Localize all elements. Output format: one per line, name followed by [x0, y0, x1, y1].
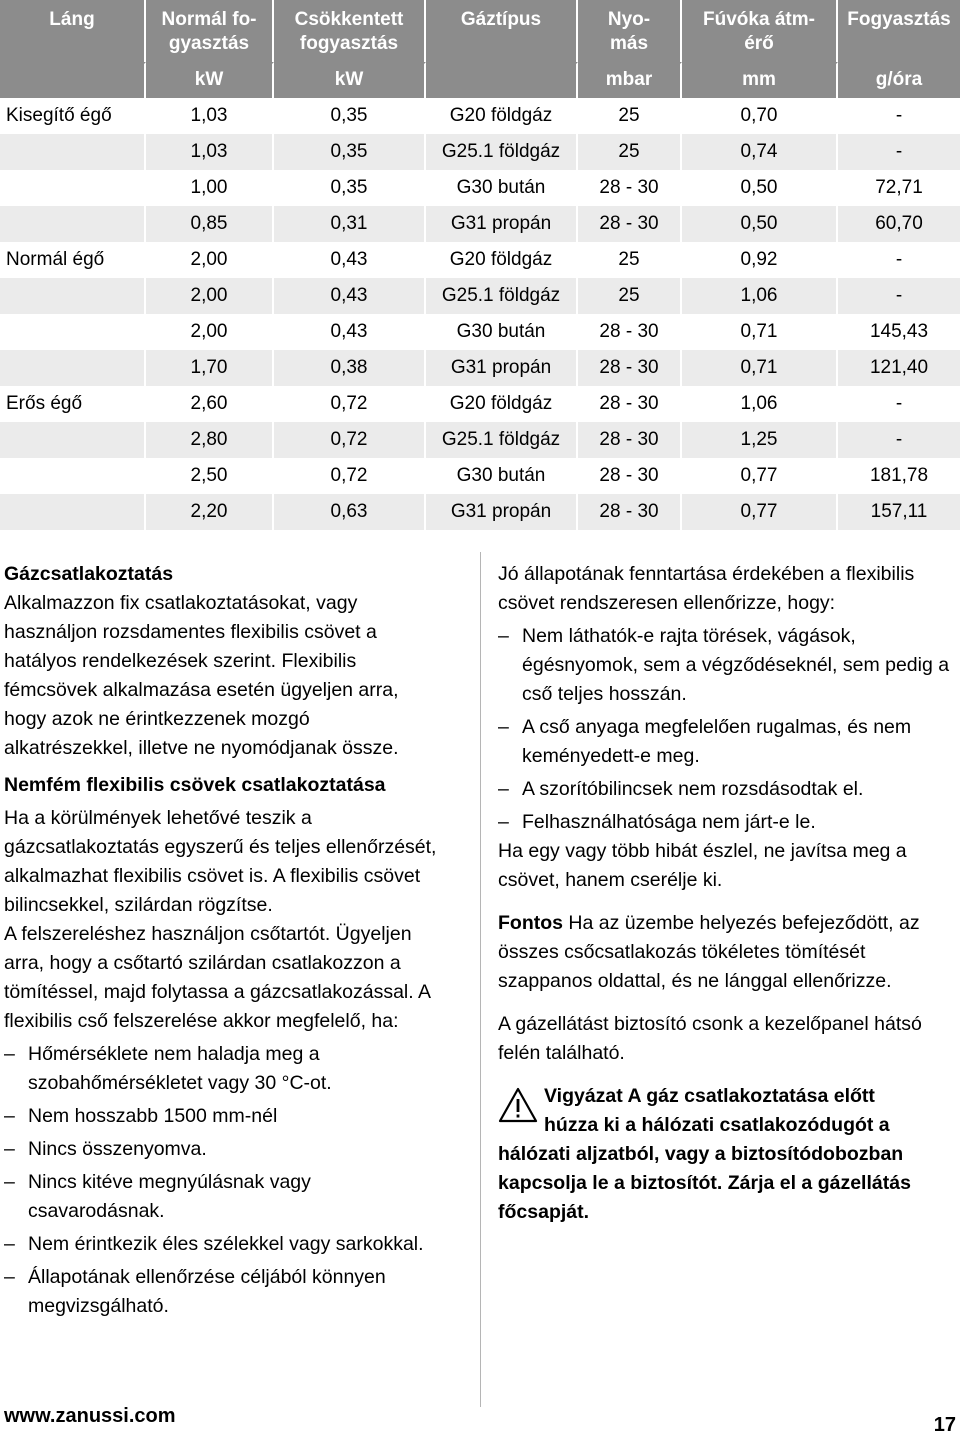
- table-cell: 121,40: [838, 350, 960, 386]
- table-cell: 60,70: [838, 206, 960, 242]
- table-cell: 1,03: [146, 134, 274, 170]
- table-row: [0, 350, 960, 386]
- paragraph: A gázellátást biztosító csonk a kezelőpanel hátsó felén található.: [498, 1013, 922, 1064]
- warning-line: húzza ki a hálózati csatlakozódugót a: [544, 1114, 890, 1136]
- unit-cell: mbar: [578, 62, 682, 98]
- table-cell: 1,25: [682, 422, 838, 458]
- table-cell: 2,20: [146, 494, 274, 530]
- table-cell: 0,43: [274, 314, 426, 350]
- table-cell: 0,35: [274, 134, 426, 170]
- table-cell: 1,70: [146, 350, 274, 386]
- table-cell: [0, 170, 146, 206]
- list-item: – Nincs összenyomva.: [4, 1135, 444, 1164]
- table-cell: 0,77: [682, 494, 838, 530]
- table-cell: G30 bután: [426, 314, 578, 350]
- table-cell: -: [838, 422, 960, 458]
- list-item: – Nem érintkezik éles szélekkel vagy sarkokkal.: [4, 1230, 444, 1259]
- list-item: – Hőmérséklete nem haladja meg a szobahőmérsékletet vagy 30 °C-ot.: [4, 1040, 444, 1098]
- table-cell: 1,03: [146, 98, 274, 134]
- table-cell: 1,06: [682, 278, 838, 314]
- table-row: [0, 314, 960, 350]
- list-item: – Állapotának ellenőrzése céljából könnyen megvizsgálható.: [4, 1263, 444, 1321]
- table-cell: [0, 314, 146, 350]
- table-row: [0, 98, 960, 134]
- table-cell: 0,72: [274, 386, 426, 422]
- table-cell: 0,71: [682, 350, 838, 386]
- table-cell: 2,50: [146, 458, 274, 494]
- table-cell: -: [838, 278, 960, 314]
- header-cell: Csökkentett fogyasztás: [274, 0, 426, 62]
- section-heading-nonmetal-hose: Nemfém flexibilis csövek csatlakoztatása: [4, 774, 386, 796]
- table-cell: 0,35: [274, 170, 426, 206]
- table-cell: 28 - 30: [578, 422, 682, 458]
- table-row: [0, 278, 960, 314]
- table-cell: [0, 458, 146, 494]
- table-cell: 2,80: [146, 422, 274, 458]
- table-cell: Erős égő: [0, 386, 146, 422]
- table-cell: G20 földgáz: [426, 242, 578, 278]
- table-cell: 2,00: [146, 278, 274, 314]
- paragraph: Ha a körülmények lehetővé teszik a gázcsatlakoztatás egyszerű és teljes ellenőrzését, alkalmazhat flexibilis csövet is. A flexibilis csövet bilincsekkel, szilárdan rögzítse.: [4, 807, 437, 916]
- table-cell: 0,63: [274, 494, 426, 530]
- left-column: [4, 560, 444, 1321]
- list-item: – A cső anyaga megfelelően rugalmas, és nem keményedett-e meg.: [498, 713, 956, 771]
- paragraph: Alkalmazzon fix csatlakoztatásokat, vagy használjon rozsdamentes flexibilis csövet a hatályos rendelkezések szerint. Flexibilis fémcsövek alkalmazása esetén ügyeljen arra, hogy azok ne érintkezzenek mozgó alkatrészekkel, illetve ne nyomódjanak össze.: [4, 592, 399, 759]
- table-cell: [0, 278, 146, 314]
- table-cell: 0,72: [274, 458, 426, 494]
- table-cell: 2,00: [146, 314, 274, 350]
- table-cell: 0,50: [682, 170, 838, 206]
- table-cell: G20 földgáz: [426, 98, 578, 134]
- table-cell: 0,72: [274, 422, 426, 458]
- table-cell: 28 - 30: [578, 350, 682, 386]
- table-cell: 145,43: [869, 321, 929, 342]
- table-cell: 25: [578, 242, 682, 278]
- table-cell: 2,60: [146, 386, 274, 422]
- table-cell: G20 földgáz: [426, 386, 578, 422]
- table-cell: 25: [578, 98, 682, 134]
- table-cell: 28 - 30: [578, 206, 682, 242]
- table-cell: [0, 134, 146, 170]
- paragraph: Ha egy vagy több hibát észlel, ne javítsa meg a csövet, hanem cserélje ki.: [498, 840, 907, 891]
- table-cell: 0,71: [682, 314, 838, 350]
- table-cell: 0,74: [682, 134, 838, 170]
- hose-check-list: [498, 622, 956, 837]
- table-cell: 28 - 30: [578, 494, 682, 530]
- table-cell: 0,43: [274, 242, 426, 278]
- table-cell: 25: [578, 134, 682, 170]
- table-cell: 28 - 30: [578, 170, 682, 206]
- unit-cell: g/óra: [838, 62, 960, 98]
- table-cell: 0,35: [274, 98, 426, 134]
- table-cell: G25.1 földgáz: [426, 278, 578, 314]
- right-column: [498, 560, 956, 1227]
- list-item: – Nincs kitéve megnyúlásnak vagy csavarodásnak.: [4, 1168, 444, 1226]
- gas-spec-table: [0, 0, 960, 530]
- table-cell: 25: [578, 278, 682, 314]
- header-cell: Gáztípus: [426, 0, 578, 62]
- unit-cell: [0, 62, 146, 98]
- table-cell: 0,92: [682, 242, 838, 278]
- table-cell: 1,00: [146, 170, 274, 206]
- table-cell: -: [838, 134, 960, 170]
- important-note: [498, 909, 956, 996]
- table-cell: 181,78: [869, 465, 929, 486]
- header-cell: Nyo- más: [578, 0, 682, 62]
- table-cell: [0, 422, 146, 458]
- header-cell: Fogyasztás: [838, 0, 960, 62]
- table-row: [0, 134, 960, 170]
- table-body: [0, 98, 960, 530]
- table-units-row: [0, 62, 960, 98]
- table-cell: 28 - 30: [578, 314, 682, 350]
- table-cell: G25.1 földgáz: [426, 134, 578, 170]
- unit-cell: [426, 62, 578, 98]
- table-cell: 0,77: [682, 458, 838, 494]
- unit-cell: kW: [274, 62, 426, 98]
- table-row: [0, 458, 960, 494]
- table-cell: 0,85: [146, 206, 274, 242]
- header-cell: Fúvóka átm- érő: [682, 0, 838, 62]
- table-cell: -: [895, 393, 903, 414]
- column-divider: [480, 552, 481, 1407]
- important-text: Ha az üzembe helyezés befejeződött, az összes csőcsatlakozás tökéletes tömítését szappanos oldattal, és ne lánggal ellenőrizze.: [498, 912, 920, 992]
- warning-block: [498, 1082, 956, 1227]
- table-cell: [0, 494, 146, 530]
- table-header-row: [0, 0, 960, 62]
- table-cell: G30 bután: [426, 170, 578, 206]
- table-cell: -: [895, 105, 903, 126]
- list-item: – Felhasználhatósága nem járt-e le.: [498, 808, 956, 837]
- header-cell: Láng: [0, 0, 146, 62]
- table-cell: 0,43: [274, 278, 426, 314]
- table-cell: 1,06: [682, 386, 838, 422]
- table-cell: [0, 350, 146, 386]
- list-item: – Nem hosszabb 1500 mm-nél: [4, 1102, 444, 1131]
- table-cell: G31 propán: [426, 494, 578, 530]
- table-row: [0, 386, 960, 422]
- table-cell: -: [895, 249, 903, 270]
- table-cell: 28 - 30: [578, 458, 682, 494]
- warning-line: Vigyázat A gáz csatlakoztatása előtt: [544, 1085, 875, 1107]
- list-item: – Nem láthatók-e rajta törések, vágások, égésnyomok, sem a végződéseknél, sem pedig a cső teljes hosszán.: [498, 622, 956, 709]
- table-cell: 28 - 30: [578, 386, 682, 422]
- table-cell: G25.1 földgáz: [426, 422, 578, 458]
- table-cell: 72,71: [875, 177, 923, 198]
- paragraph: Jó állapotának fenntartása érdekében a flexibilis csövet rendszeresen ellenőrizze, hogy:: [498, 563, 915, 614]
- table-cell: 2,00: [146, 242, 274, 278]
- footer-url: www.zanussi.com: [4, 1405, 176, 1427]
- table-cell: Kisegítő égő: [0, 98, 146, 134]
- warning-icon: [498, 1086, 538, 1124]
- table-row: [0, 170, 960, 206]
- table-row: [0, 242, 960, 278]
- table-cell: 0,31: [274, 206, 426, 242]
- paragraph: A felszereléshez használjon csőtartót. Ügyeljen arra, hogy a csőtartó szilárdan csatlakozzon a tömítéssel, majd folytassa a gázcsatlakozással. A flexibilis cső felszerelése akkor megfelelő, ha:: [4, 923, 430, 1032]
- table-cell: G31 propán: [426, 206, 578, 242]
- table-cell: 157,11: [838, 494, 960, 530]
- header-cell: Normál fo- gyasztás: [146, 0, 274, 62]
- page-number: 17: [933, 1414, 956, 1436]
- table-cell: 0,50: [682, 206, 838, 242]
- table-cell: Normál égő: [0, 242, 146, 278]
- important-label: Fontos: [498, 912, 563, 934]
- table-cell: 0,70: [682, 98, 838, 134]
- section-heading-gas-connection: Gázcsatlakoztatás: [4, 563, 174, 585]
- unit-cell: kW: [146, 62, 274, 98]
- table-cell: 0,38: [274, 350, 426, 386]
- list-item: – A szorítóbilincsek nem rozsdásodtak el.: [498, 775, 956, 804]
- table-row: [0, 422, 960, 458]
- unit-cell: mm: [682, 62, 838, 98]
- warning-text: hálózati aljzatból, vagy a biztosítódobozban kapcsolja le a biztosítót. Zárja el a gázellátás főcsapját.: [498, 1143, 911, 1223]
- table-row: [0, 206, 960, 242]
- hose-conditions-list: [4, 1040, 444, 1321]
- table-cell: G31 propán: [426, 350, 578, 386]
- table-row: [0, 494, 960, 530]
- table-cell: G30 bután: [426, 458, 578, 494]
- table-cell: [0, 206, 146, 242]
